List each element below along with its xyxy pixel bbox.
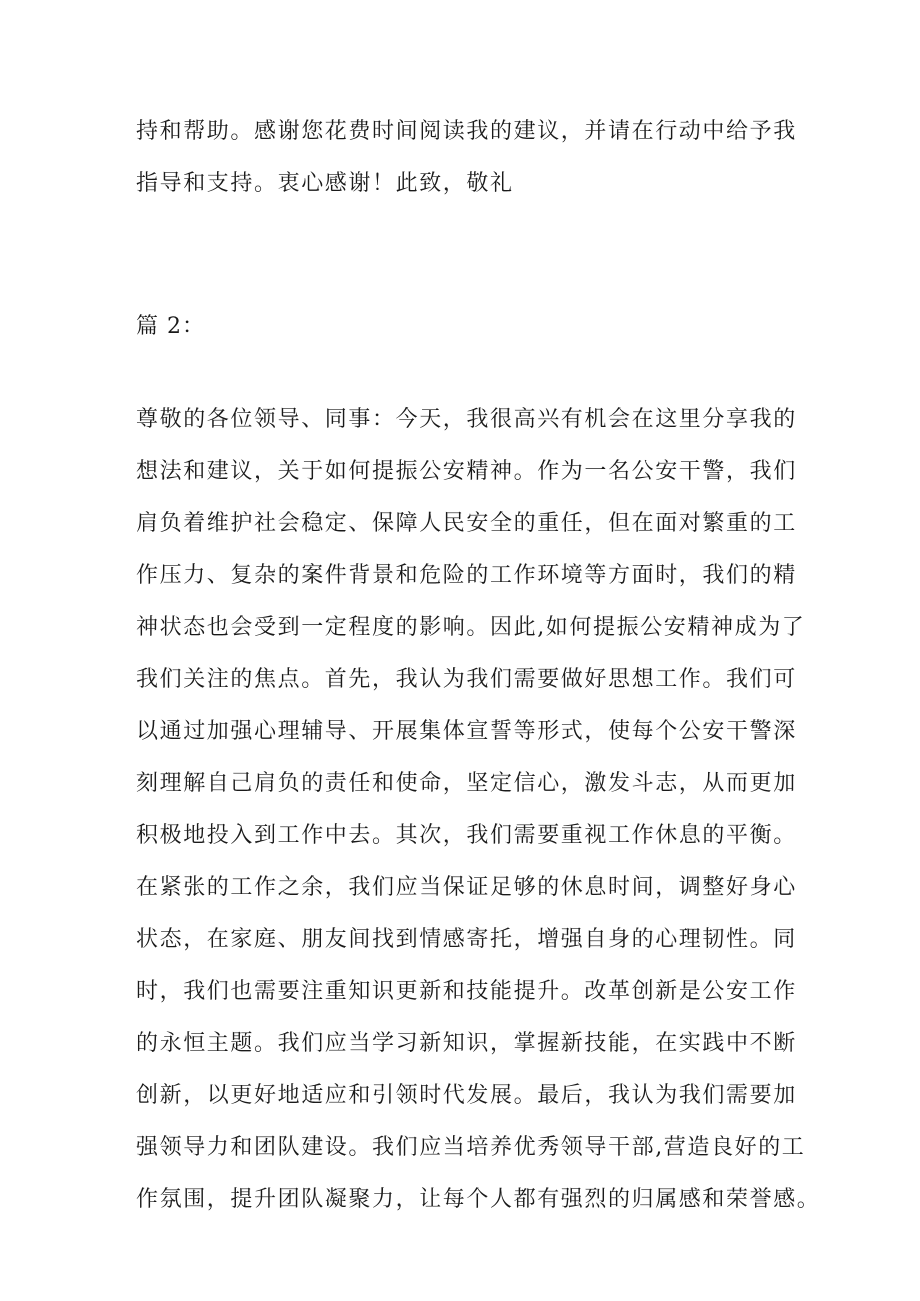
body-line: 想法和建议，关于如何提振公安精神。作为一名公安干警，我们 xyxy=(136,459,797,484)
body-line: 在紧张的工作之余，我们应当保证足够的休息时间，调整好身心 xyxy=(136,875,797,900)
body-line: 肩负着维护社会稳定、保障人民安全的重任，但在面对繁重的工 xyxy=(136,511,797,536)
section-heading: 篇 2： xyxy=(136,314,205,339)
body-line: 我们关注的焦点。首先，我认为我们需要做好思想工作。我们可 xyxy=(136,667,797,692)
body-line: 以通过加强心理辅导、开展集体宣誓等形式，使每个公安干警深 xyxy=(136,719,797,744)
top-paragraph-line-1: 持和帮助。感谢您花费时间阅读我的建议，并请在行动中给予我 xyxy=(136,119,797,144)
body-line: 创新，以更好地适应和引领时代发展。最后，我认为我们需要加 xyxy=(136,1083,797,1108)
body-line: 刻理解自己肩负的责任和使命，坚定信心，激发斗志，从而更加 xyxy=(136,771,797,796)
body-line: 作氛围，提升团队凝聚力，让每个人都有强烈的归属感和荣誉感。 xyxy=(136,1187,821,1212)
body-line: 强领导力和团队建设。我们应当培养优秀领导干部,营造良好的工 xyxy=(136,1135,806,1160)
body-line: 积极地投入到工作中去。其次，我们需要重视工作休息的平衡。 xyxy=(136,823,797,848)
body-line: 尊敬的各位领导、同事：今天，我很高兴有机会在这里分享我的 xyxy=(136,407,797,432)
body-line: 神状态也会受到一定程度的影响。因此,如何提振公安精神成为了 xyxy=(136,615,806,640)
body-line: 时，我们也需要注重知识更新和技能提升。改革创新是公安工作 xyxy=(136,979,797,1004)
body-line: 作压力、复杂的案件背景和危险的工作环境等方面时，我们的精 xyxy=(136,563,797,588)
body-line: 状态，在家庭、朋友间找到情感寄托，增强自身的心理韧性。同 xyxy=(136,927,797,952)
top-paragraph-line-2: 指导和支持。衷心感谢！此致，敬礼 xyxy=(136,171,514,196)
body-line: 的永恒主题。我们应当学习新知识，掌握新技能，在实践中不断 xyxy=(136,1031,797,1056)
